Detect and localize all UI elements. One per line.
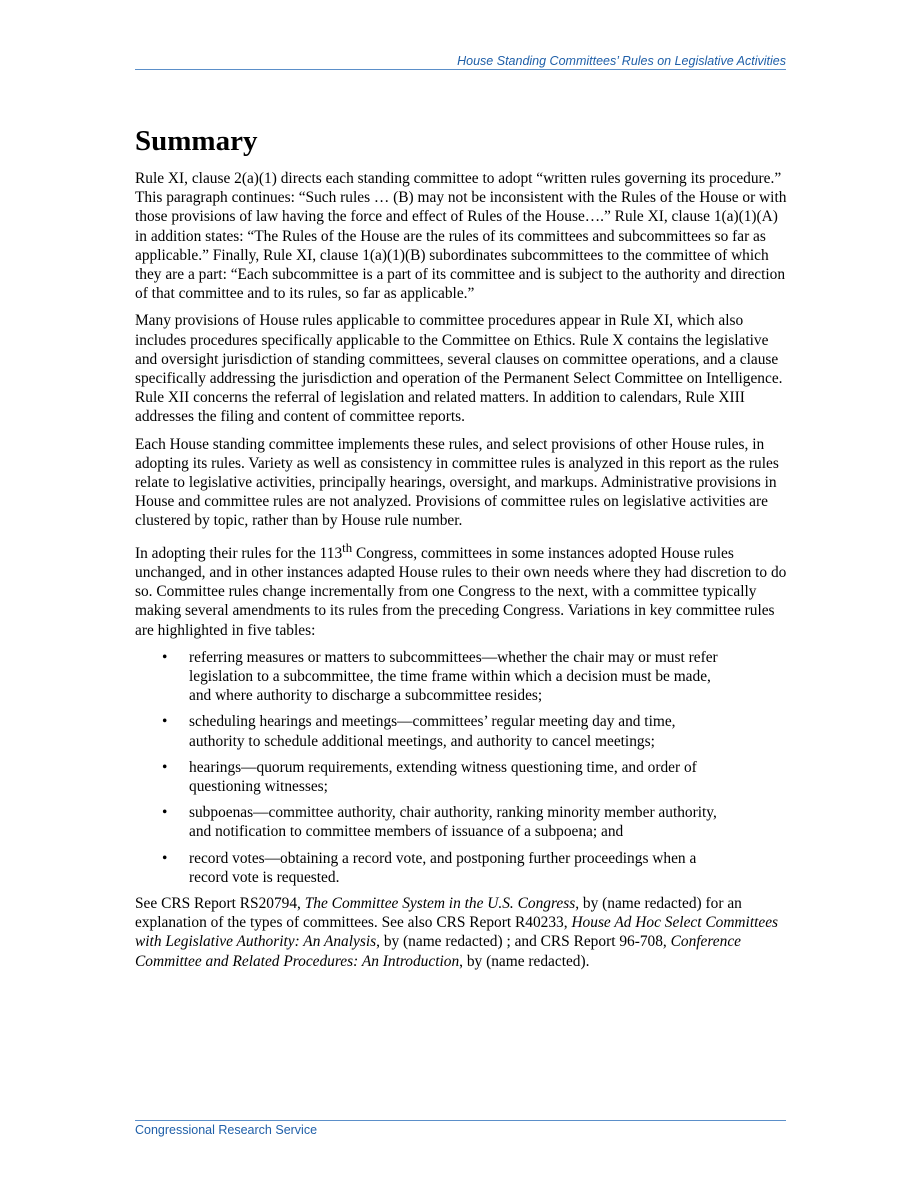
paragraph-4 <box>135 539 787 640</box>
bullet-icon: • <box>162 758 168 776</box>
list-item-text: hearings—quorum requirements, extending witness questioning time, and order of questioning witnesses; <box>189 758 697 796</box>
paragraph-4-text-b: Congress, committees in some instances adopted House rules unchanged, and in other instances adapted House rules to their own needs where they had discretion to do so. Committee rules change incrementally from one Congress to the next, with a committee typically making several amendments to its rules from the preceding Congress. Variations in key committee rules are highlighted in five tables: <box>135 544 787 639</box>
footer-divider <box>135 1120 786 1121</box>
paragraph-1: Rule XI, clause 2(a)(1) directs each standing committee to adopt “written rules governing its procedure.” This paragraph continues: “Such rules … (B) may not be inconsistent with the Rules of the House or with those provisions of law having the force and effect of Rules of the House….” Rule XI, clause 1(a)(1)(A) in addition states: “The Rules of the House are the rules of its committees and subcommittees so far as applicable.” Finally, Rule XI, clause 1(a)(1)(B) subordinates subcommittees to the committee of which they are a part: “Each subcommittee is a part of its committee and is subject to the authority and direction of that committee and to its rules, so far as applicable.” <box>135 170 787 303</box>
summary-section <box>135 121 787 979</box>
list-item <box>162 849 727 887</box>
bullet-icon: • <box>162 804 168 822</box>
list-item-text: record votes—obtaining a record vote, and postponing further proceedings when a record vote is requested. <box>189 849 697 886</box>
report-title-link: Conference Committee and Related Procedures: An Introduction <box>135 933 741 970</box>
closing-paragraph <box>135 894 787 971</box>
list-item-text: subpoenas—committee authority, chair authority, ranking minority member authority, and notification to committee members of issuance of a subpoena; and <box>189 804 717 841</box>
section-title: Summary <box>135 125 258 157</box>
paragraph-4-text-a: In adopting their rules for the 113 <box>135 544 343 562</box>
ordinal-suffix: th <box>342 540 353 555</box>
footer-org: Congressional Research Service <box>135 1123 318 1137</box>
paragraph-2: Many provisions of House rules applicable to committee procedures appear in Rule XI, which also includes procedures specifically applicable to the Committee on Ethics. Rule X contains the legislative and oversight jurisdiction of standing committees, several clauses on committee operations, and a clause specifically addressing the jurisdiction and operation of the Permanent Select Committee on Intelligence. Rule XII concerns the referral of legislation and related matters. In addition to calendars, Rule XIII addresses the filing and content of committee reports. <box>135 312 783 426</box>
running-header: House Standing Committees’ Rules on Legislative Activities <box>135 54 786 70</box>
closing-text-1: See CRS Report RS20794, <box>135 895 305 913</box>
bullet-icon: • <box>162 849 168 867</box>
closing-text-4: , by (name redacted). <box>459 952 590 970</box>
list-item <box>162 758 727 796</box>
bullet-icon: • <box>162 648 168 666</box>
report-title-link: House Ad Hoc Select Committees with Legislative Authority: An Analysis <box>135 914 779 951</box>
closing-text-2: , by (name redacted) for an explanation of the types of committees. See also CRS Report R40233, <box>135 895 742 932</box>
list-item-text: referring measures or matters to subcommittees—whether the chair may or must refer legislation to a subcommittee, the time frame within which a decision must be made, and where authority to discharge a subcommittee resides; <box>189 648 718 705</box>
report-title-link: The Committee System in the U.S. Congress <box>304 895 576 913</box>
paragraph-3: Each House standing committee implements these rules, and select provisions of other House rules, in adopting its rules. Variety as well as consistency in committee rules is analyzed in this report as the rules relate to legislative activities, principally hearings, oversight, and markups. Administrative provisions in House and committee rules are not analyzed. Provisions of committee rules on legislative activities are clustered by topic, rather than by House rule number. <box>135 435 779 530</box>
list-item-text: scheduling hearings and meetings—committees’ regular meeting day and time, authority to schedule additional meetings, and authority to cancel meetings; <box>189 713 676 750</box>
bullet-icon: • <box>162 713 168 731</box>
list-item <box>162 712 727 750</box>
closing-text-3: , by (name redacted) ; and CRS Report 96-708, <box>376 933 671 951</box>
list-item <box>162 648 727 706</box>
tables-list <box>135 648 787 887</box>
list-item <box>162 803 727 841</box>
